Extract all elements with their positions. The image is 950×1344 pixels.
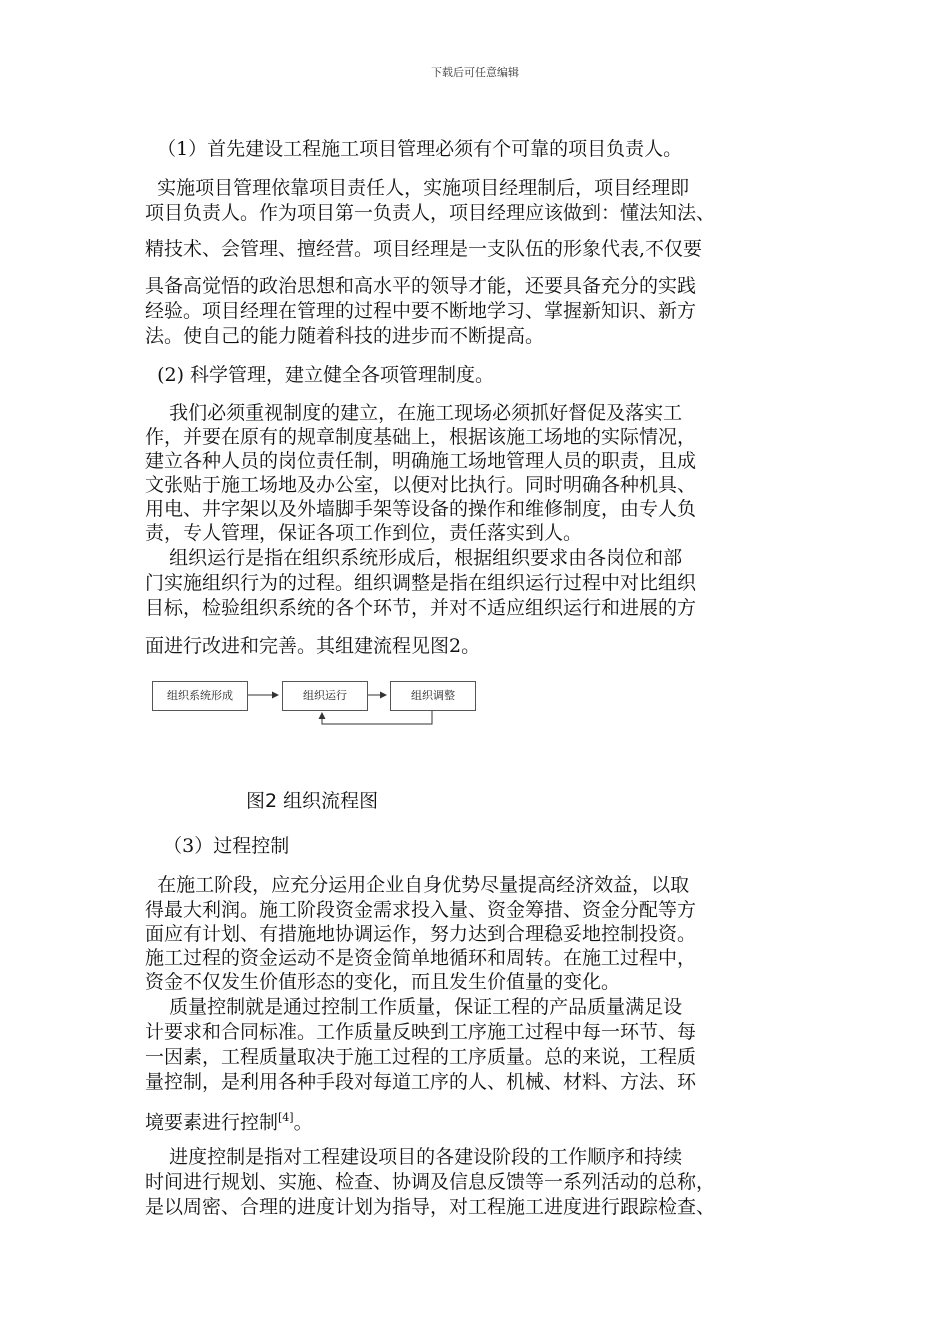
figure-caption: 图2 组织流程图 (246, 790, 379, 812)
paragraph-line: 计要求和合同标准。工作质量反映到工序施工过程中每一环节、每 (145, 1021, 697, 1043)
paragraph-line: 经验。项目经理在管理的过程中要不断地学习、掌握新知识、新方 (145, 300, 697, 322)
paragraph-line: 境要素进行控制[4]。 (145, 1111, 313, 1134)
paragraph-line: 资金不仅发生价值形态的变化，而且发生价值量的变化。 (145, 971, 621, 993)
paragraph-line: 量控制，是利用各种手段对每道工序的人、机械、材料、方法、环 (145, 1071, 697, 1093)
paragraph-line: 实施项目管理依靠项目责任人，实施项目经理制后，项目经理即 (145, 177, 690, 199)
paragraph-line: 门实施组织行为的过程。组织调整是指在组织运行过程中对比组织 (145, 572, 697, 594)
page-header: 下载后可任意编辑 (431, 66, 519, 79)
flow-diagram (150, 676, 470, 736)
paragraph-line: 面进行改进和完善。其组建流程见图2。 (145, 635, 481, 657)
paragraph-line: (2) 科学管理，建立健全各项管理制度。 (145, 364, 495, 386)
paragraph-line: 具备高觉悟的政治思想和高水平的领导才能，还要具备充分的实践 (145, 275, 697, 297)
flow-box-adjustment: 组织调整 (390, 681, 476, 711)
paragraph-line: 用电、井字架以及外墙脚手架等设备的操作和维修制度，由专人负 (145, 498, 697, 520)
paragraph-line: 质量控制就是通过控制工作质量，保证工程的产品质量满足设 (145, 996, 683, 1018)
paragraph-line: 在施工阶段，应充分运用企业自身优势尽量提高经济效益，以取 (145, 874, 690, 896)
paragraph-line: 进度控制是指对工程建设项目的各建设阶段的工作顺序和持续 (145, 1146, 683, 1168)
paragraph-line: 文张贴于施工场地及办公室，以便对比执行。同时明确各种机具、 (145, 474, 697, 496)
flow-box-formation: 组织系统形成 (152, 681, 248, 711)
paragraph-line: 是以周密、合理的进度计划为指导，对工程施工进度进行跟踪检查、 (145, 1196, 716, 1218)
paragraph-line: 项目负责人。作为项目第一负责人，项目经理应该做到：懂法知法、 (145, 202, 716, 224)
paragraph-line: 目标，检验组织系统的各个环节，并对不适应组织运行和进展的方 (145, 597, 697, 619)
paragraph-line: 法。使自己的能力随着科技的进步而不断提高。 (145, 325, 545, 347)
paragraph-line: 一因素，工程质量取决于施工过程的工序质量。总的来说，工程质 (145, 1046, 697, 1068)
paragraph-line: 建立各种人员的岗位责任制，明确施工场地管理人员的职责，且成 (145, 450, 697, 472)
paragraph-line: 面应有计划、有措施地协调运作，努力达到合理稳妥地控制投资。 (145, 923, 697, 945)
paragraph-line: 得最大利润。施工阶段资金需求投入量、资金筹措、资金分配等方 (145, 899, 697, 921)
paragraph-line: 施工过程的资金运动不是资金简单地循环和周转。在施工过程中， (145, 947, 697, 969)
paragraph-line: 作，并要在原有的规章制度基础上，根据该施工场地的实际情况， (145, 426, 697, 448)
paragraph-line: 责，专人管理，保证各项工作到位，责任落实到人。 (145, 522, 583, 544)
citation-ref: [4] (278, 1111, 294, 1124)
paragraph-line: 组织运行是指在组织系统形成后，根据组织要求由各岗位和部 (145, 547, 683, 569)
paragraph-line: 精技术、会管理、擅经营。项目经理是一支队伍的形象代表,不仅要 (145, 238, 703, 260)
flow-box-operation: 组织运行 (282, 681, 368, 711)
paragraph-line: （3）过程控制 (145, 835, 290, 857)
paragraph-line: （1）首先建设工程施工项目管理必须有个可靠的项目负责人。 (145, 138, 683, 160)
paragraph-line: 我们必须重视制度的建立，在施工现场必须抓好督促及落实工 (145, 402, 683, 424)
paragraph-line: 时间进行规划、实施、检查、协调及信息反馈等一系列活动的总称， (145, 1171, 716, 1193)
